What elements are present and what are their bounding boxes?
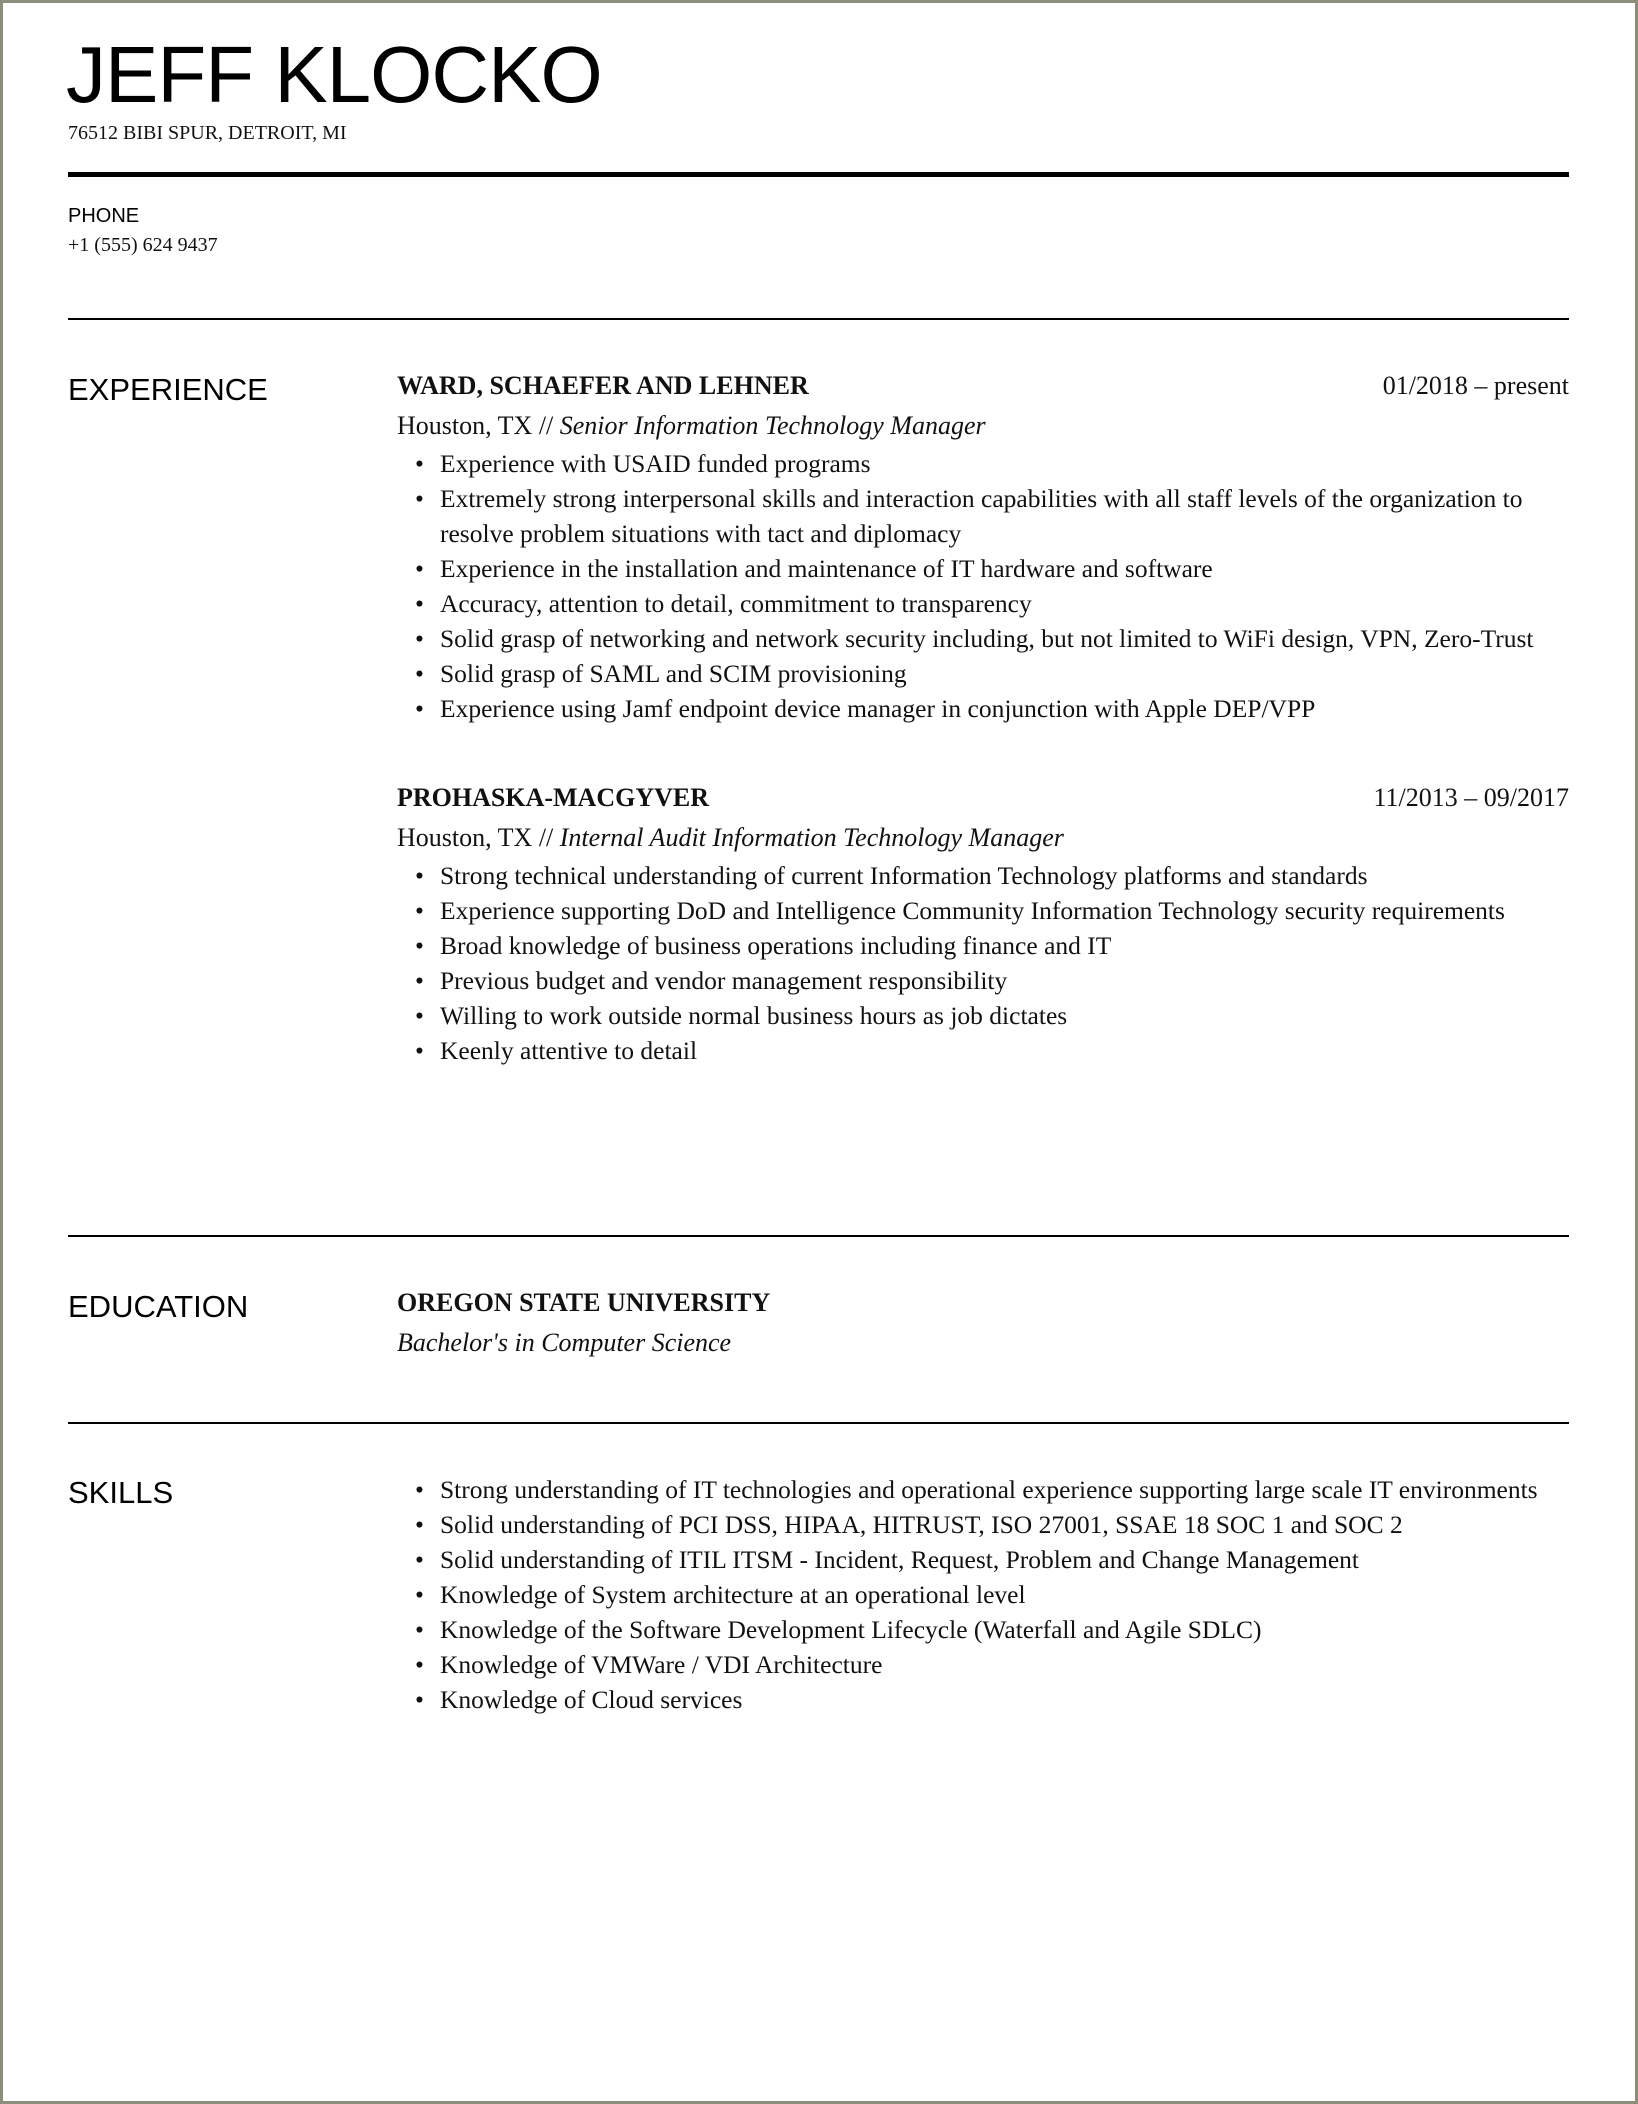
- bullet: • Previous budget and vendor management responsibility: [440, 963, 1569, 998]
- job-dates: 01/2018 – present: [1382, 371, 1569, 400]
- phone-label: PHONE: [68, 205, 140, 227]
- job-role: Internal Audit Information Technology Manager: [559, 823, 1064, 852]
- bullet: • Broad knowledge of business operations including finance and IT: [440, 928, 1569, 963]
- skill-item: • Knowledge of VMWare / VDI Architecture: [440, 1647, 1569, 1682]
- job-location: Houston, TX: [397, 823, 533, 852]
- degree: Bachelor's in Computer Science: [397, 1328, 732, 1357]
- experience-list: [397, 366, 1569, 1120]
- section-divider: [68, 1235, 1569, 1237]
- bullet: • Extremely strong interpersonal skills and interaction capabilities with all staff levels of the organization to resolve problem situations with tact and diplomacy: [440, 481, 1569, 551]
- address: 76512 BIBI SPUR, DETROIT, MI: [68, 122, 347, 144]
- company-name: WARD, SCHAEFER AND LEHNER: [397, 371, 809, 400]
- header-divider: [68, 172, 1569, 177]
- skill-item: • Solid understanding of ITIL ITSM - Incident, Request, Problem and Change Management: [440, 1542, 1569, 1577]
- education-heading: EDUCATION: [68, 1289, 249, 1324]
- skill-item: • Solid understanding of PCI DSS, HIPAA, HITRUST, ISO 27001, SSAE 18 SOC 1 and SOC 2: [440, 1507, 1569, 1542]
- school-name: OREGON STATE UNIVERSITY: [397, 1288, 771, 1317]
- skill-item: • Knowledge of System architecture at an operational level: [440, 1577, 1569, 1612]
- bullet: • Experience with USAID funded programs: [440, 446, 1569, 481]
- separator: //: [532, 411, 560, 440]
- skill-item: • Knowledge of Cloud services: [440, 1682, 1569, 1717]
- bullet: • Solid grasp of SAML and SCIM provisioning: [440, 656, 1569, 691]
- job-role: Senior Information Technology Manager: [559, 411, 986, 440]
- section-divider: [68, 1422, 1569, 1424]
- section-divider: [68, 318, 1569, 320]
- experience-heading: EXPERIENCE: [68, 372, 268, 407]
- skill-item: • Knowledge of the Software Development Lifecycle (Waterfall and Agile SDLC): [440, 1612, 1569, 1647]
- bullet: • Experience in the installation and maintenance of IT hardware and software: [440, 551, 1569, 586]
- candidate-name: JEFF KLOCKO: [66, 30, 602, 119]
- skills-list: [397, 1472, 1569, 1717]
- phone-number: +1 (555) 624 9437: [68, 234, 218, 256]
- job-location: Houston, TX: [397, 411, 533, 440]
- bullet: • Experience using Jamf endpoint device manager in conjunction with Apple DEP/VPP: [440, 691, 1569, 726]
- bullet: • Strong technical understanding of current Information Technology platforms and standards: [440, 858, 1569, 893]
- skill-item: • Strong understanding of IT technologies and operational experience supporting large scale IT environments: [440, 1472, 1569, 1507]
- bullet: • Experience supporting DoD and Intelligence Community Information Technology security requirements: [440, 893, 1569, 928]
- company-name: PROHASKA-MACGYVER: [397, 783, 709, 812]
- bullet: • Solid grasp of networking and network security including, but not limited to WiFi design, VPN, Zero-Trust: [440, 621, 1569, 656]
- separator: //: [532, 823, 560, 852]
- job-dates: 11/2013 – 09/2017: [1373, 783, 1569, 812]
- education-entry: [397, 1283, 1569, 1363]
- job-entry: [397, 778, 1569, 1068]
- bullet: • Keenly attentive to detail: [440, 1033, 1569, 1068]
- job-entry: [397, 366, 1569, 726]
- bullet: • Accuracy, attention to detail, commitment to transparency: [440, 586, 1569, 621]
- bullet: • Willing to work outside normal business hours as job dictates: [440, 998, 1569, 1033]
- skills-heading: SKILLS: [68, 1475, 174, 1510]
